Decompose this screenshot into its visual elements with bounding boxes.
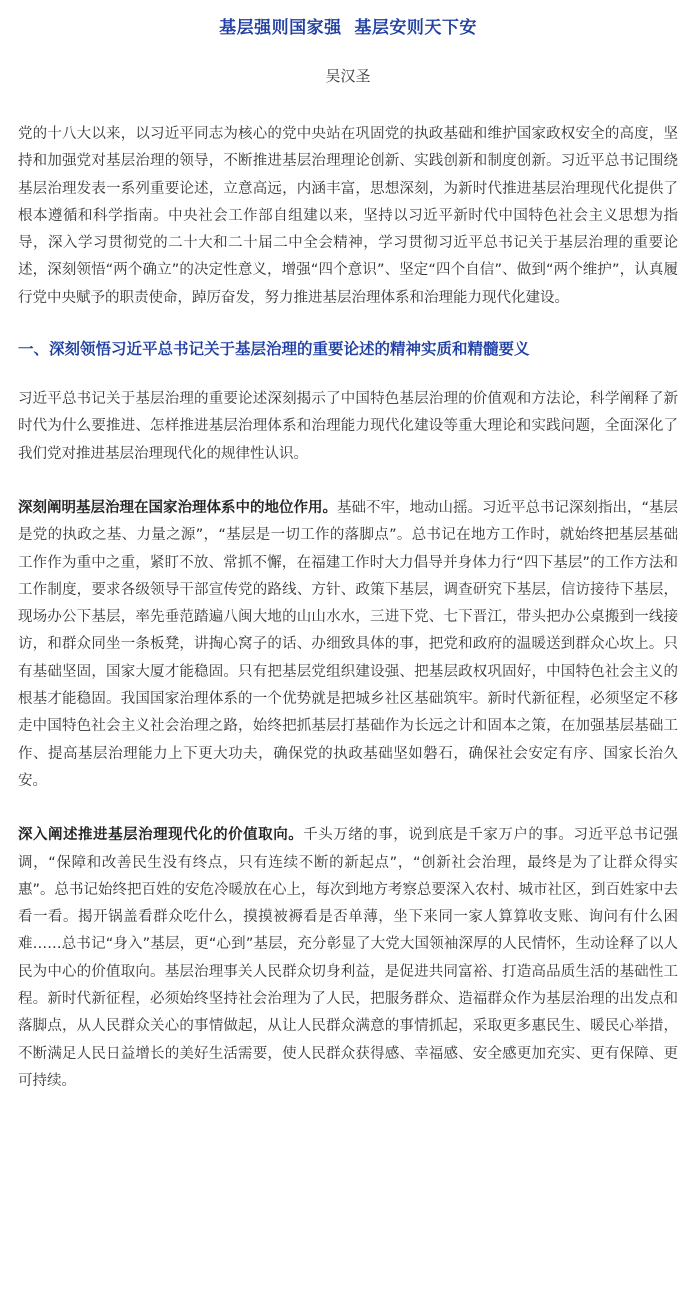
paragraph-2-lead: 深刻阐明基层治理在国家治理体系中的地位作用。 [18, 499, 337, 516]
article-author: 吴汉圣 [325, 67, 371, 85]
section-heading: 一、深刻领悟习近平总书记关于基层治理的重要论述的精神实质和精髓要义 [18, 340, 530, 359]
paragraph-2-body: 基础不牢，地动山摇。习近平总书记深刻指出，“基层是党的执政之基、力量之源”，“基层是一切工作的落脚点”。总书记在地方工作时，就始终把基层基础工作作为重中之重，紧盯不放、常抓不懈，在福建工作时大力倡导并身体力行“四下基层”的工作方法和工作制度，要求各级领导干部宣传党的路线、方针、政策下基层，调查研究下基层，信访接待下基层，现场办公下基层，率先垂范踏遍八闽大地的山山水水，三进下党、七下晋江，带头把办公桌搬到一线接访，和群众同坐一条板凳，讲掏心窝子的话、办细致具体的事，把党和政府的温暖送到群众心坎上。只有基础坚固，国家大厦才能稳固。只有把基层党组织建设强、把基层政权巩固好，中国特色社会主义的根基才能稳固。我国国家治理体系的一个优势就是把城乡社区基础筑牢。新时代新征程，必须坚定不移走中国特色社会主义社会治理之路，始终把抓基层打基础作为长远之计和固本之策，在加强基层基础工作、提高基层治理能力上下更大功夫，确保党的执政基础坚如磐石，确保社会安定有序、国家长治久安。 [18, 499, 679, 789]
paragraph-3-lead: 深入阐述推进基层治理现代化的价值取向。 [18, 827, 304, 844]
section-paragraph-2 [18, 495, 678, 795]
intro-paragraph: 党的十八大以来，以习近平同志为核心的党中央站在巩固党的执政基础和维护国家政权安全的高度，坚持和加强党对基层治理的领导，不断推进基层治理理论创新、实践创新和制度创新。习近平总书记围绕基层治理发表一系列重要论述，立意高远，内涵丰富，思想深刻，为新时代推进基层治理现代化提供了根本遵循和科学指南。中央社会工作部自组建以来，坚持以习近平新时代中国特色社会主义思想为指导，深入学习贯彻党的二十大和二十届二中全会精神，学习贯彻习近平总书记关于基层治理的重要论述，深刻领悟“两个确立”的决定性意义，增强“四个意识”、坚定“四个自信”、做到“两个维护”，认真履行党中央赋予的职责使命，踔厉奋发，努力推进基层治理体系和治理能力现代化建设。 [18, 126, 678, 306]
paragraph-3-body: 千头万绪的事，说到底是千家万户的事。习近平总书记强调，“保障和改善民生没有终点，只有连续不断的新起点”，“创新社会治理，最终是为了让群众得实惠”。总书记始终把百姓的安危冷暖放在心上，每次到地方考察总要深入农村、城市社区，到百姓家中去看一看。揭开锅盖看群众吃什么，摸摸被褥看是否单薄，坐下来同一家人算算收支账、询问有什么困难……总书记“身入”基层，更“心到”基层，充分彰显了大党大国领袖深厚的人民情怀，生动诠释了以人民为中心的价值取向。基层治理事关人民群众切身利益，是促进共同富裕、打造高品质生活的基础性工程。新时代新征程，必须始终坚持社会治理为了人民，把服务群众、造福群众作为基层治理的出发点和落脚点，从人民群众关心的事情做起，从让人民群众满意的事情抓起，采取更多惠民生、暖民心举措，不断满足人民日益增长的美好生活需要，使人民群众获得感、幸福感、安全感更加充实、更有保障、更可持续。 [18, 827, 679, 1089]
section-paragraph-1: 习近平总书记关于基层治理的重要论述深刻揭示了中国特色基层治理的价值观和方法论，科学阐释了新时代为什么要推进、怎样推进基层治理体系和治理能力现代化建设等重大理论和实践问题，全面深化了我们党对推进基层治理现代化的规律性认识。 [18, 391, 678, 462]
article-title: 基层强则国家强 基层安则天下安 [219, 18, 477, 38]
section-paragraph-3 [18, 822, 678, 1095]
